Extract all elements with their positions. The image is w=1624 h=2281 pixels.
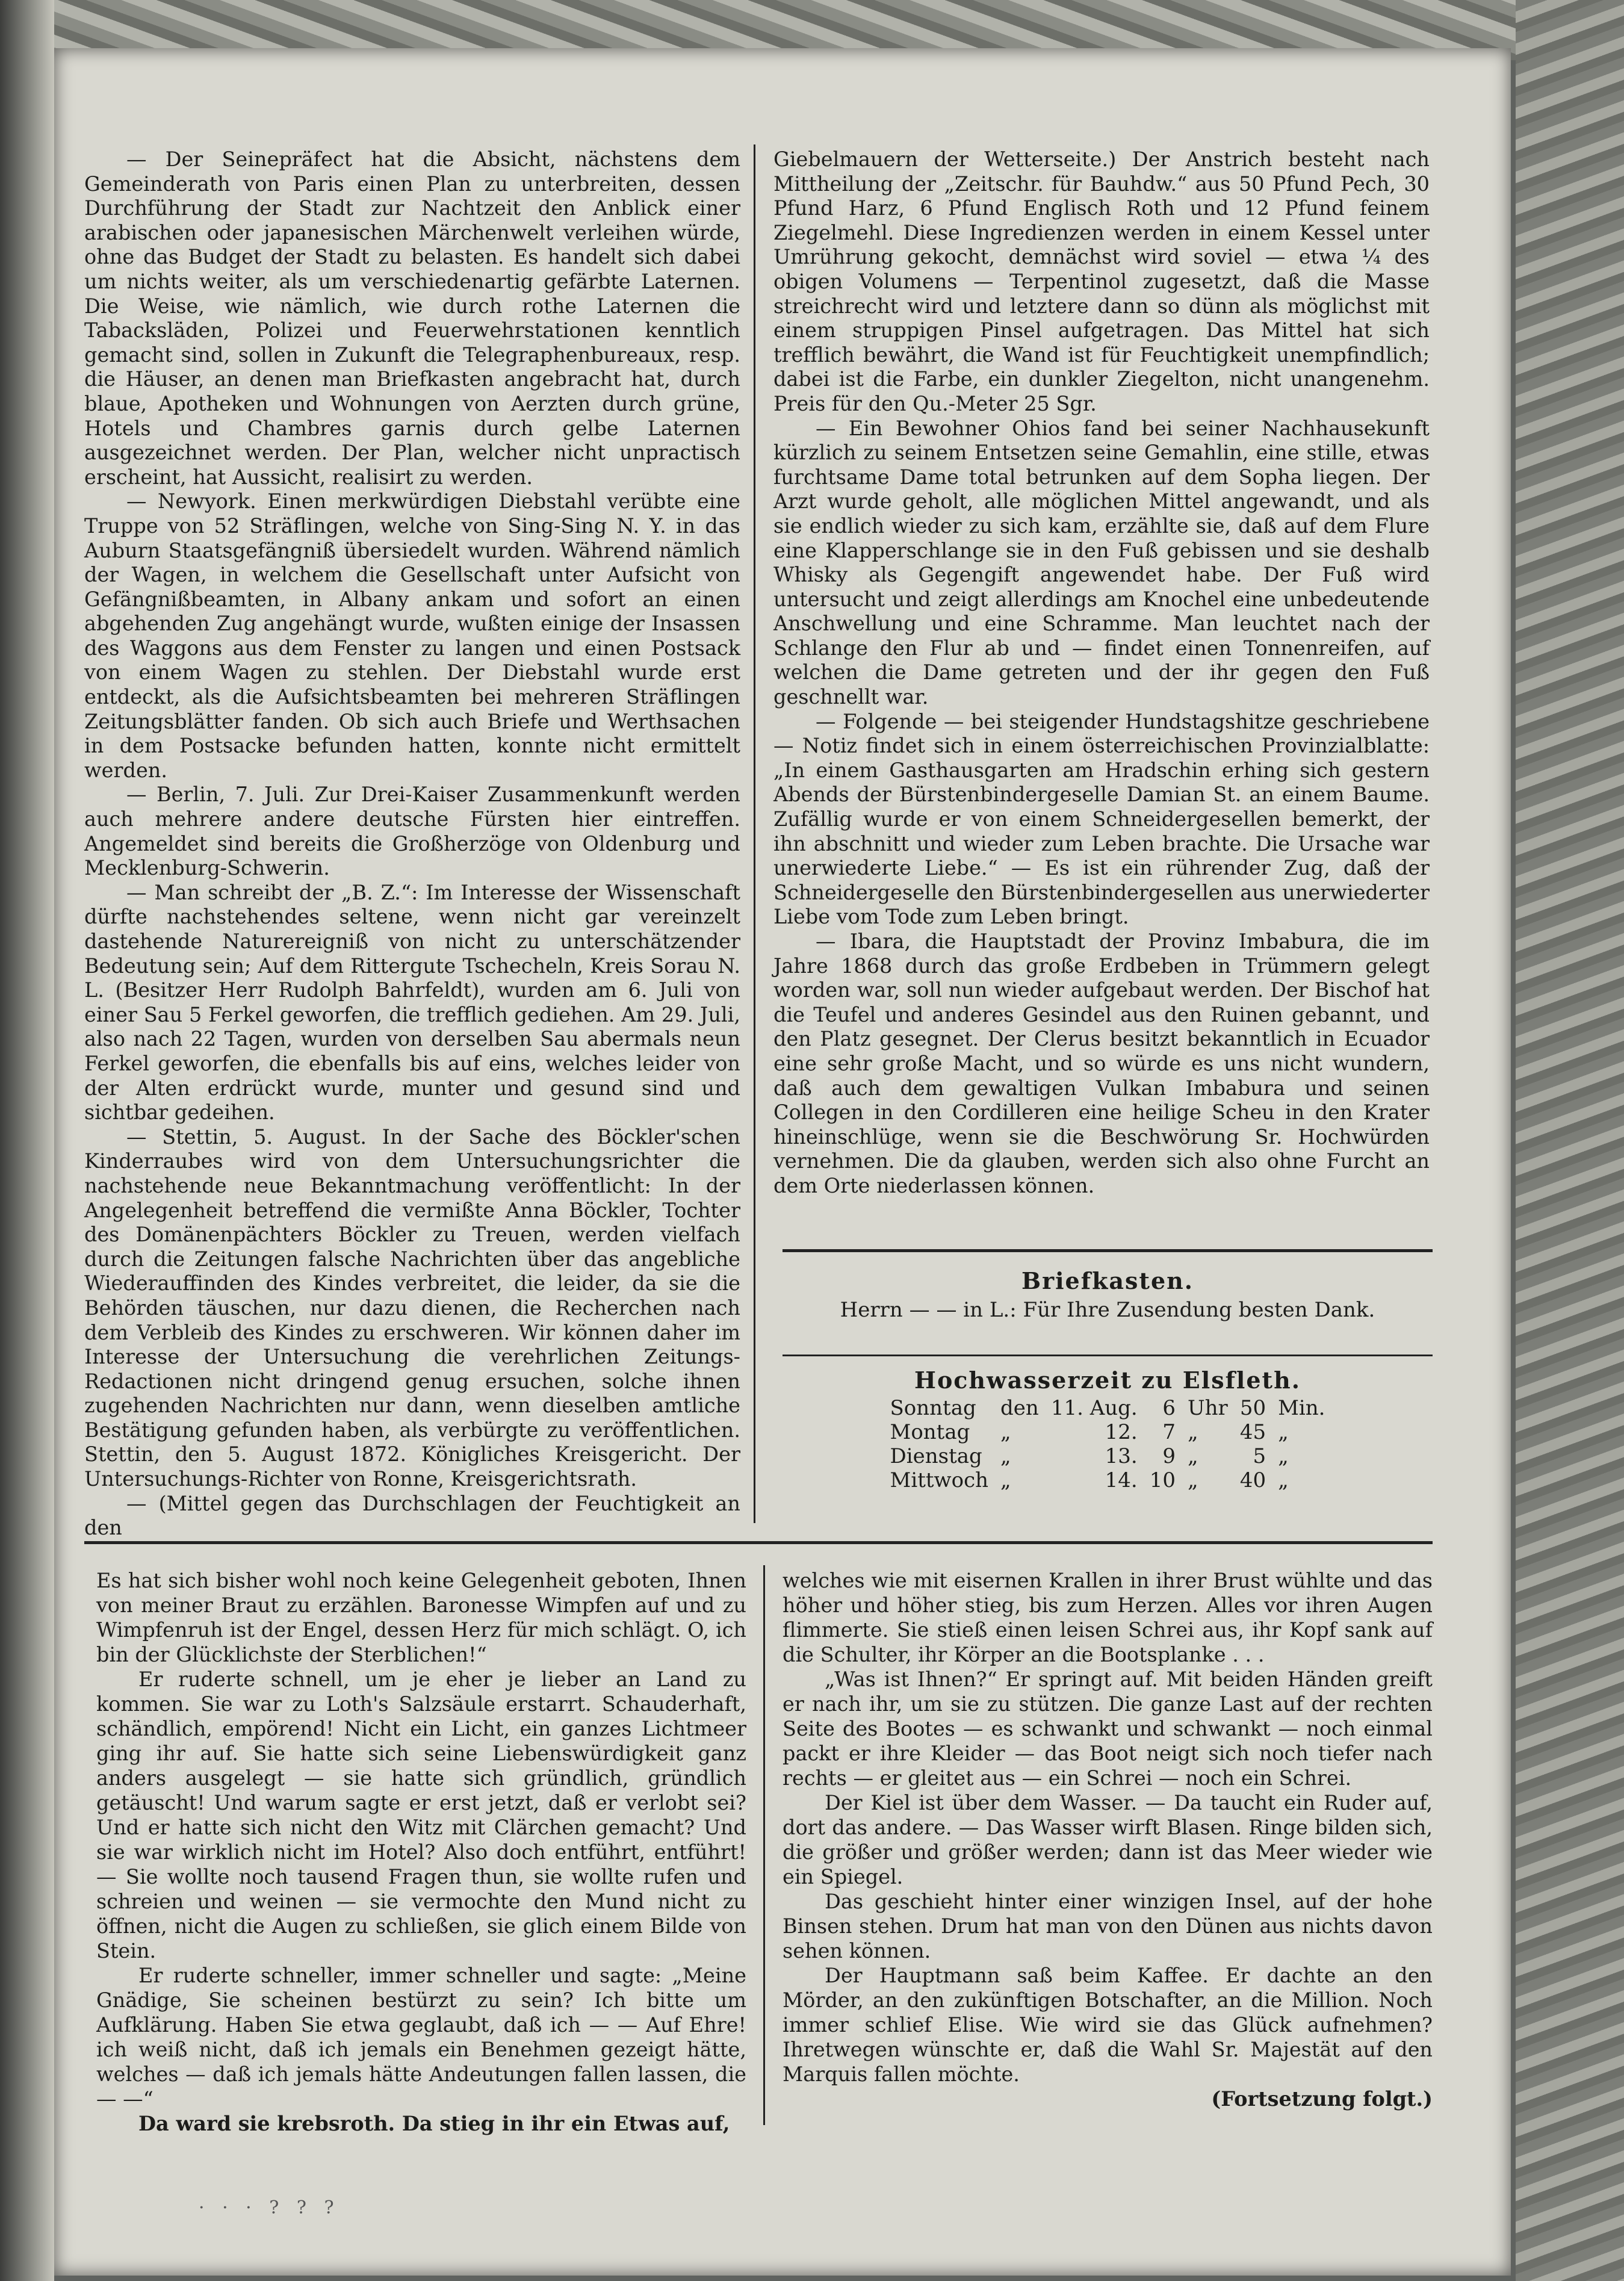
hochwasser-cell-min: 50 xyxy=(1239,1396,1266,1420)
story-paragraph: Der Hauptmann saß beim Kaffee. Er dachte an den Mörder, an den zukünftigen Botschafter, an die Million. Noch immer schlief Elise. Wie wird sie das Glück aufnehmen? Ihretwegen wünschte er, daß die Wahl Sr. Majestät auf den Marquis fallen möchte. xyxy=(783,1964,1433,2086)
hochwasser-cell-prep: „ xyxy=(1000,1420,1011,1444)
hochwasser-cell-min: 40 xyxy=(1239,1468,1266,1492)
hochwasser-cell-minlbl: „ xyxy=(1278,1420,1289,1444)
story-paragraph: Es hat sich bisher wohl noch keine Gelegenheit geboten, Ihnen von meiner Braut zu erzählen. Baronesse Wimpfen auf und zu Wimpfenruh ist der Engel, dessen Herz für mich schlägt. O, ich bin der Glücklichste der Sterblichen!“ xyxy=(96,1569,746,1666)
hochwasser-cell-day: Mittwoch xyxy=(890,1468,989,1492)
hochwasser-cell-date: 11. Aug. xyxy=(1050,1396,1138,1420)
briefkasten-top-rule xyxy=(783,1249,1433,1252)
hochwasser-cell-date: 12. xyxy=(1105,1420,1138,1444)
news-item-feuchtigkeit-cont: Giebelmauern der Wetterseite.) Der Anstrich besteht nach Mittheilung der „Zeitschr. für Bauhdw.“ aus 50 Pfund Pech, 30 Pfund Harz, 6 Pfund Englisch Roth und 12 Pfund feinem Ziegelmehl. Diese Ingredienzen werden in einem Kessel unter Umrührung gekocht, demnächst wird soviel — etwa ¼ des obigen Volumens — Terpentinol zugesetzt, daß die Masse streichrecht wird und letztere dann so dünn als möglichst mit einem struppigen Pinsel aufgetragen. Das Mittel hat sich trefflich bewährt, die Wand ist für Feuchtigkeit unempfindlich; dabei ist die Farbe, ein dunkler Ziegelton, nicht unangenehm. Preis für den Qu.-Meter 25 Sgr. xyxy=(773,147,1430,415)
section-divider xyxy=(84,1541,1433,1544)
column-divider-bottom xyxy=(763,1565,765,2125)
hochwasser-cell-day: Sonntag xyxy=(890,1396,976,1420)
hochwasser-title: Hochwasserzeit zu Elsfleth. xyxy=(914,1367,1301,1394)
story-paragraph: Da ward sie krebsroth. Da stieg in ihr ein Etwas auf, xyxy=(138,2112,730,2135)
story-paragraph: Der Kiel ist über dem Wasser. — Da taucht ein Ruder auf, dort das andere. — Das Wasser wirft Blasen. Ringe bilden sich, die größer und größer werden; dann ist das Meer wieder wie ein Spiegel. xyxy=(783,1791,1433,1888)
hochwasser-cell-prep: „ xyxy=(1000,1444,1011,1468)
briefkasten-title: Briefkasten. xyxy=(1021,1267,1194,1294)
news-item-ohio: — Ein Bewohner Ohios fand bei seiner Nachhausekunft kürzlich zu seinem Entsetzen seine Gemahlin, eine stille, etwas furchtsame Dame total betrunken auf dem Sopha liegen. Der Arzt wurde geholt, alle möglichen Mittel angewandt, und als sie endlich wieder zu sich kam, erzählte sie, daß auf dem Flure eine Klapperschlange sie in den Fuß gebissen und sie deshalb Whisky als Gegengift angewendet habe. Der Fuß wird untersucht und zeigt allerdings am Knochel eine unbedeutende Anschwellung und eine Schramme. Man leuchtet nach der Schlange den Flur ab und — findet einen Tonnenreifen, auf welchen die Dame getreten und der ihr gegen den Fuß geschnellt war. xyxy=(773,416,1430,709)
story-paragraph: Er ruderte schnell, um je eher je lieber an Land zu kommen. Sie war zu Loth's Salzsäule erstarrt. Schauderhaft, schändlich, empörend! Nicht ein Licht, ein ganzes Lichtmeer ging ihr auf. Sie hatte sich seine Liebenswürdigkeit ganz anders ausgelegt — sie hatte sich gründlich, gründlich getäuscht! Und warum sagte er erst jetzt, daß er verlobt sei? Und er hatte sich nicht den Witz mit Clärchen gemacht? Und sie war wirklich nicht im Hotel? Also doch entführt, entführt! — Sie wollte noch tausend Fragen thun, sie wollte rufen und schreien und weinen — sie vermochte den Mund nicht zu öffnen, nicht die Augen zu schließen, sie glich einem Bilde von Stein. xyxy=(96,1668,746,1963)
hochwasser-cell-uhr: „ xyxy=(1188,1420,1198,1444)
hochwasser-row xyxy=(884,1420,1331,1444)
news-item-hradschin: — Folgende — bei steigender Hundstagshitze geschriebene — Notiz findet sich in einem österreichischen Provinzialblatte: „In einem Gasthausgarten am Hradschin erhing sich gestern Abends der Bürstenbindergeselle Damian St. an einem Baume. Zufällig wurde er von einem Schneidergesellen bemerkt, der ihn abschnitt und wieder zum Leben brachte. Die Ursache war unerwiederte Liebe.“ — Es ist ein rührender Zug, daß der Schneidergeselle den Bürstenbindergesellen aus unerwiederter Liebe vom Tode zum Leben bringt. xyxy=(773,709,1430,929)
news-item-ferkel: — Man schreibt der „B. Z.“: Im Interesse der Wissenschaft dürfte nachstehendes seltene, wenn nicht gar vereinzelt dastehende Naturereigniß von nicht zu unterschätzender Bedeutung sein; Auf dem Rittergute Tschecheln, Kreis Sorau N. L. (Besitzer Herr Rudolph Bahrfeldt), wurden am 6. Juli von einer Sau 5 Ferkel geworfen, die trefflich gediehen. Am 29. Juli, also nach 22 Tagen, wurden von derselben Sau abermals neun Ferkel geworfen, die ebenfalls bis auf eins, welches leider von der Alten erdrückt wurde, munter und gesund sind und sichtbar gedeihen. xyxy=(84,880,740,1125)
story-paragraph: Er ruderte schneller, immer schneller und sagte: „Meine Gnädige, Sie scheinen bestürzt zu sein? Ich bitte um Aufklärung. Haben Sie etwa geglaubt, daß ich — — Auf Ehre! ich weiß nicht, daß ich jemals ein Benehmen gezeigt hätte, welches — daß ich jemals hätte Andeutungen fallen lassen, die — —“ xyxy=(96,1964,746,2111)
briefkasten-line: Herrn — — in L.: Für Ihre Zusendung besten Dank. xyxy=(840,1298,1375,1322)
news-item-ibara: — Ibara, die Hauptstadt der Provinz Imbabura, die im Jahre 1868 durch das große Erdbeben in Trümmern gelegt worden war, soll nun wieder aufgebaut werden. Der Bischof hat die Teufel und anderes Gesindel aus den Ruinen gebannt, und den Platz gesegnet. Der Clerus besitzt bekanntlich in Ecuador eine sehr große Macht, und so würde es uns nicht wundern, daß auch dem gewaltigen Vulkan Imbabura und seinen Collegen in den Cordilleren eine heilige Scheu in den Krater hineinschlüge, wenn sie die Beschwörung Sr. Hochwürden vernehmen. Die da glauben, werden sich also ohne Furcht an dem Orte niederlassen können. xyxy=(773,929,1430,1197)
hochwasser-cell-day: Dienstag xyxy=(890,1444,982,1468)
hochwasser-box xyxy=(783,1367,1433,1492)
hochwasser-row xyxy=(884,1468,1331,1492)
hochwasser-cell-hour: 9 xyxy=(1162,1444,1176,1468)
hochwasser-row xyxy=(884,1396,1331,1420)
hochwasser-cell-prep: „ xyxy=(1000,1468,1011,1492)
hochwasser-cell-uhr: „ xyxy=(1188,1468,1198,1492)
column-divider-top xyxy=(754,144,755,1523)
continuation-note: (Fortsetzung folgt.) xyxy=(1211,2087,1433,2111)
briefkasten-box xyxy=(783,1267,1433,1322)
news-item-berlin: — Berlin, 7. Juli. Zur Drei-Kaiser Zusammenkunft werden auch mehrere andere deutsche Fürsten hier eintreffen. Angemeldet sind bereits die Großherzöge von Oldenburg und Mecklenburg-Schwerin. xyxy=(84,783,740,880)
hochwasser-cell-uhr: Uhr xyxy=(1188,1396,1228,1420)
hochwasser-top-rule xyxy=(783,1355,1433,1356)
hochwasser-row xyxy=(884,1444,1331,1468)
hochwasser-cell-day: Montag xyxy=(890,1420,970,1444)
news-item-newyork: — Newyork. Einen merkwürdigen Diebstahl verübte eine Truppe von 52 Sträflingen, welche von Sing-Sing N. Y. in das Auburn Staatsgefängniß übersiedelt wurden. Während nämlich der Wagen, in welchem die Gesellschaft unter Aufsicht von Gefängnißbeamten, in Albany ankam und sofort an einen abgehenden Zug angehängt wurde, wußten einige der Insassen des Waggons aus dem Fenster zu langen und einen Postsack von einem Wagen zu stehlen. Der Diebstahl wurde erst entdeckt, als die Aufsichtsbeamten bei mehreren Sträflingen Zeitungsblätter fanden. Ob sich auch Briefe und Werthsachen in dem Postsacke befunden hatten, konnte nicht ermittelt werden. xyxy=(84,489,740,782)
hochwasser-cell-minlbl: Min. xyxy=(1278,1396,1325,1420)
hochwasser-cell-uhr: „ xyxy=(1188,1444,1198,1468)
news-item-stettin: — Stettin, 5. August. In der Sache des Böckler'schen Kinderraubes wird von dem Untersuchungsrichter die nachstehende neue Bekanntmachung veröffentlicht: In der Angelegenheit betreffend die vermißte Anna Böckler, Tochter des Domänenpächters Böckler zu Treuen, werden vielfach durch die Zeitungen falsche Nachrichten über das angebliche Wiederauffinden des Kindes verbreitet, die leider, da sie die Behörden täuschen, nur dazu dienen, die Recherchen nach dem Verbleib des Kindes zu erschweren. Wir können daher im Interesse der Untersuchung die verehrlichen Zeitungs-Redactionen nicht dringend genug ersuchen, solche ihnen zugehenden Nachrichten nur dann, wenn dieselben amtliche Bestätigung gefunden haben, als verbürgte zu veröffentlichen. Stettin, den 5. August 1872. Königliches Kreisgericht. Der Untersuchungs-Richter von Ronne, Kreisgerichtsrath. xyxy=(84,1125,740,1491)
story-paragraph: „Was ist Ihnen?“ Er springt auf. Mit beiden Händen greift er nach ihr, um sie zu stützen. Die ganze Last auf der rechten Seite des Bootes — es schwankt und schwankt — noch einmal packt er ihre Kleider — das Boot neigt sich noch tiefer nach rechts — er gleitet aus — ein Schrei — noch ein Schrei. xyxy=(783,1668,1433,1790)
bleed-through-marks: · · · ? ? ? xyxy=(199,2197,340,2218)
hochwasser-table xyxy=(884,1396,1331,1492)
hochwasser-cell-min: 45 xyxy=(1239,1420,1266,1444)
news-item-seinepraefect: — Der Seinepräfect hat die Absicht, nächstens dem Gemeinderath von Paris einen Plan zu unterbreiten, dessen Durchführung der Stadt zur Nachtzeit den Anblick einer arabischen oder japanesischen Märchenwelt verleihen würde, ohne das Budget der Stadt zu belasten. Es handelt sich dabei um nichts weiter, als um verschiedenartig gefärbte Laternen. Die Weise, wie nämlich, wie durch rothe Laternen die Tabacksläden, Polizei und Feuerwehrstationen kenntlich gemacht sind, sollen in Zukunft die Telegraphenbureaux, resp. die Häuser, an denen man Briefkasten angebracht hat, durch blaue, Apotheken und Wohnungen von Aerzten durch grüne, Hotels und Chambres garnis durch gelbe Laternen ausgezeichnet werden. Der Plan, welcher nicht unpractisch erscheint, hat Aussicht, realisirt zu werden. xyxy=(84,147,740,489)
news-item-feuchtigkeit: — (Mittel gegen das Durchschlagen der Feuchtigkeit an den xyxy=(84,1491,740,1540)
story-paragraph: welches wie mit eisernen Krallen in ihrer Brust wühlte und das höher und höher stieg, bis zum Herzen. Alles vor ihren Augen flimmerte. Sie stieß einen leisen Schrei aus, ihr Kopf sank auf die Schulter, ihr Körper an die Bootsplanke . . . xyxy=(783,1569,1433,1666)
hochwasser-cell-minlbl: „ xyxy=(1278,1468,1289,1492)
hochwasser-cell-min: 5 xyxy=(1253,1444,1266,1468)
feuilleton-left-column xyxy=(96,1568,746,2136)
hochwasser-cell-hour: 10 xyxy=(1149,1468,1176,1492)
left-news-column xyxy=(84,147,740,1541)
hochwasser-cell-hour: 6 xyxy=(1162,1396,1176,1420)
hochwasser-cell-minlbl: „ xyxy=(1278,1444,1289,1468)
hochwasser-cell-date: 13. xyxy=(1105,1444,1138,1468)
hochwasser-cell-prep: den xyxy=(1000,1396,1039,1420)
story-paragraph: Das geschieht hinter einer winzigen Insel, auf der hohe Binsen stehen. Drum hat man von den Dünen aus nichts davon sehen können. xyxy=(783,1890,1433,1963)
marbled-cover-edge xyxy=(1516,0,1624,2281)
feuilleton-right-column xyxy=(783,1568,1433,2111)
binding-margin xyxy=(0,0,54,2281)
right-news-column xyxy=(773,147,1430,1199)
hochwasser-cell-date: 14. xyxy=(1105,1468,1138,1492)
hochwasser-cell-hour: 7 xyxy=(1162,1420,1176,1444)
